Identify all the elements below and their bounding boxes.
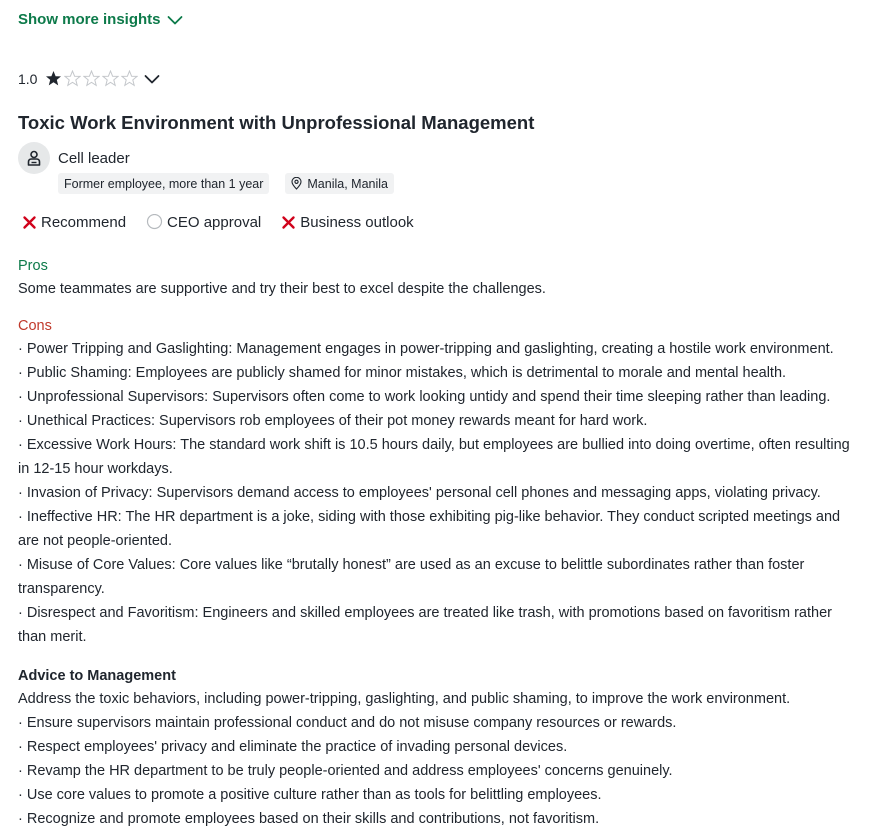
cons-heading: Cons: [18, 318, 52, 334]
pros-text: Some teammates are supportive and try their best to excel despite the challenges.: [18, 281, 546, 297]
star-empty-icon: [83, 70, 100, 87]
review-title: Toxic Work Environment with Unprofessional Management: [18, 112, 535, 133]
job-title: Cell leader: [58, 149, 130, 167]
chevron-down-icon[interactable]: [144, 73, 160, 85]
ceo-approval-label: CEO approval: [167, 214, 262, 231]
star-empty-icon: [64, 70, 81, 87]
person-icon: [27, 150, 41, 166]
cons-text: · Power Tripping and Gaslighting: Management engages in power-tripping and gaslighting, creating a hostile work environment. · Public Shaming: Employees are publicly shamed for minor mistakes, which is detrimental to morale and mental health. · Unprofessional Supervisors: Supervisors often come to work looking untidy and spend their time sleeping rather than leading. · Unethical Practices: Supervisors rob employees of their pot money rewards meant for hard work. · Excessive Work Hours: The standard work shift is 10.5 hours daily, but employees are bullied into doing overtime, often resulting in 12-15 hour workdays. · Invasion of Privacy: Supervisors demand access to employees' personal cell phones and messaging apps, violating privacy. · Ineffective HR: The HR department is a joke, siding with those exhibiting pig-like behavior. They conduct scripted meetings and are not people-oriented. · Misuse of Core Values: Core values like “brutally honest” are used as an excuse to belittle subordinates rather than foster transparency. · Disrespect and Favoritism: Engineers and skilled employees are treated like trash, with promotions based on favoritism rather than merit.: [18, 341, 850, 645]
chevron-down-icon: [167, 14, 183, 26]
pros-heading: Pros: [18, 258, 48, 274]
location-pin-icon: [291, 177, 302, 190]
x-icon: [22, 215, 37, 230]
recommend-rating: [22, 214, 126, 231]
star-rating: [45, 70, 140, 87]
location-tag: [285, 173, 394, 194]
star-empty-icon: [102, 70, 119, 87]
circle-icon: [146, 214, 163, 231]
ceo-approval-rating: [146, 214, 261, 231]
show-more-insights-label: Show more insights: [18, 11, 161, 28]
business-outlook-rating: [281, 214, 413, 231]
star-filled-icon: [45, 70, 62, 87]
location-label: Manila, Manila: [307, 176, 388, 191]
employment-status-label: Former employee, more than 1 year: [64, 176, 264, 191]
review-ratings-row: [22, 214, 434, 231]
recommend-label: Recommend: [41, 214, 127, 231]
star-empty-icon: [121, 70, 138, 87]
show-more-insights-link[interactable]: [18, 11, 183, 28]
business-outlook-label: Business outlook: [300, 214, 414, 231]
author-row: [18, 142, 130, 174]
employment-status-tag: [58, 173, 269, 194]
reviewer-tags: [58, 173, 410, 194]
advice-text: Address the toxic behaviors, including power-tripping, gaslighting, and public shaming, to improve the work environment. · Ensure supervisors maintain professional conduct and do not misuse company resources or rewards. · Respect employees' privacy and eliminate the practice of invading personal devices. · Revamp the HR department to be truly people-oriented and address employees' concerns genuinely. · Use core values to promote a positive culture rather than as tools for belittling employees. · Recognize and promote employees based on their skills and contributions, not favoritism.: [18, 691, 791, 827]
rating-value: 1.0: [18, 70, 38, 87]
rating-row: [18, 70, 160, 87]
advice-heading: Advice to Management: [18, 668, 176, 684]
x-icon: [281, 215, 296, 230]
avatar: [18, 142, 50, 174]
